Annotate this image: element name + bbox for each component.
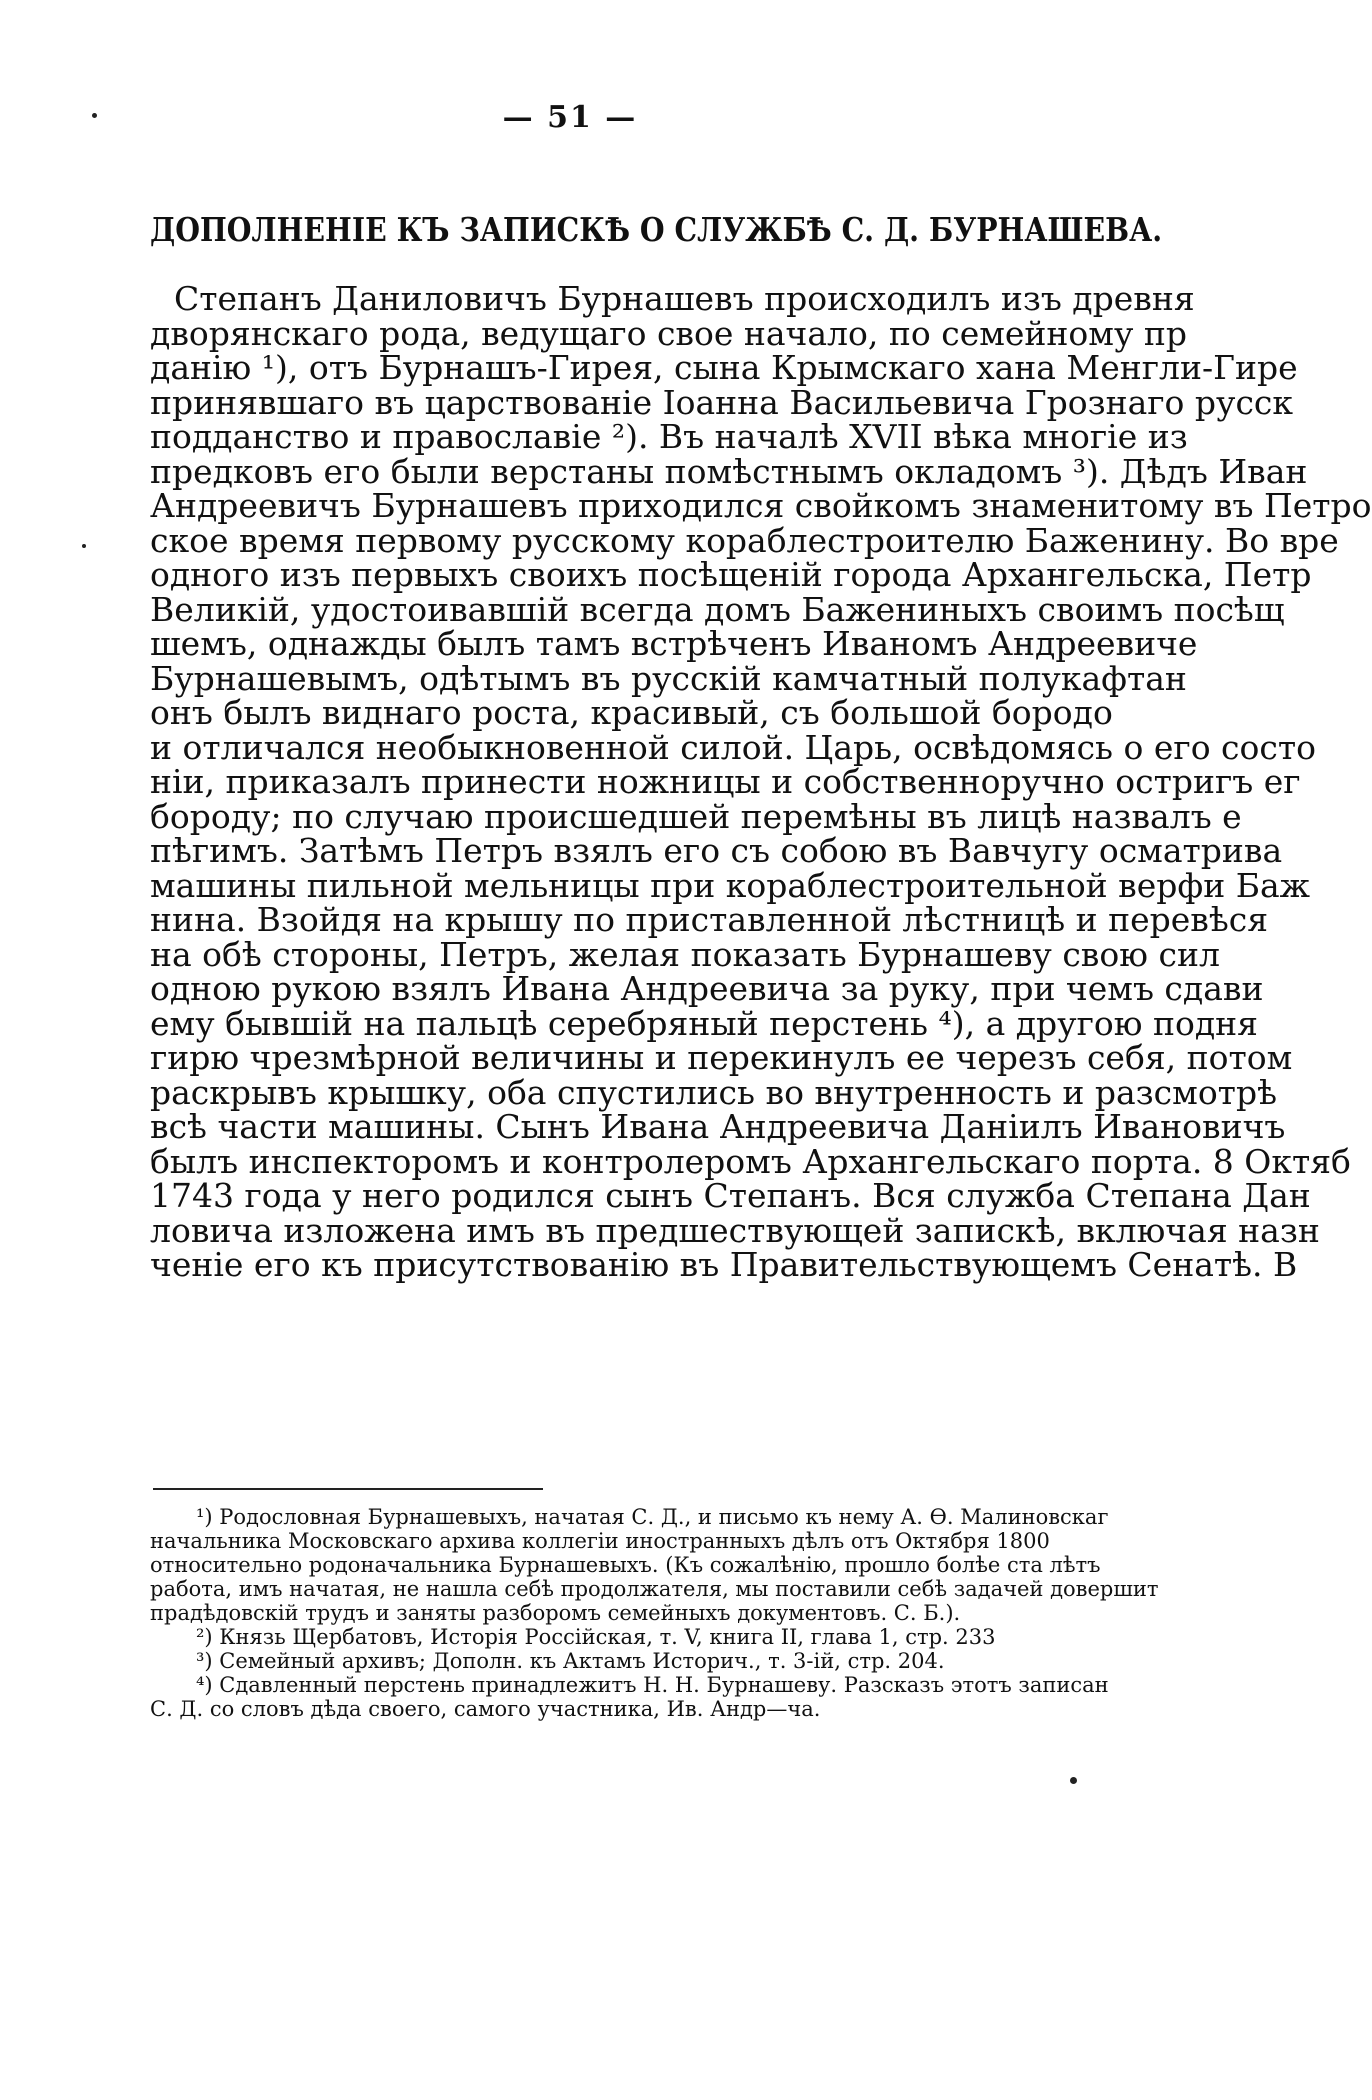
text-line: ченіе его къ присутствованію въ Правительствующемъ Сенатѣ. В — [150, 1245, 1298, 1284]
footnotes — [150, 1505, 1159, 1721]
text-line: бороду; по случаю происшедшей перемѣны въ лицѣ назвалъ е — [150, 796, 1242, 836]
page-number: — 51 — — [502, 100, 638, 135]
text-line: пѣгимъ. Затѣмъ Петръ взялъ его съ собою въ Вавчугу осматрива — [150, 831, 1283, 870]
footnote-line: ²) Князь Щербатовъ, Исторія Россійская, т. V, книга II, глава 1, стр. 233 — [196, 1625, 996, 1649]
footnote-line: ⁴) Сдавленный перстень принадлежитъ Н. Н. Бурнашеву. Разсказъ этотъ записан — [196, 1673, 1109, 1697]
text-line: Степанъ Даниловичъ Бурнашевъ происходилъ изъ древня — [174, 279, 1195, 318]
text-line: одною рукою взялъ Ивана Андреевича за руку, при чемъ сдави — [150, 969, 1264, 1008]
text-line: данію ¹), отъ Бурнашъ-Гирея, сына Крымскаго хана Менгли-Гире — [150, 348, 1298, 387]
text-line: и отличался необыкновенной силой. Царь, освѣдомясь о его состо — [150, 727, 1317, 767]
text-line: гирю чрезмѣрной величины и перекинулъ ее черезъ себя, потом — [150, 1038, 1293, 1077]
footnote-line: работа, имъ начатая, не нашла себѣ продолжателя, мы поставили себѣ задачей довершит — [150, 1577, 1159, 1601]
text-line: 1743 года у него родился сынъ Степанъ. Вся служба Степана Дан — [150, 1176, 1311, 1215]
text-line: ловича изложена имъ въ предшествующей запискѣ, включая назн — [150, 1210, 1320, 1250]
text-line: ское время первому русскому кораблестроителю Баженину. Во вре — [150, 520, 1339, 560]
text-line: Андреевичъ Бурнашевъ приходился свойкомъ знаменитому въ Петро — [150, 486, 1372, 525]
text-line: предковъ его были верстаны помѣстнымъ окладомъ ³). Дѣдъ Иван — [150, 451, 1308, 491]
footnote-divider — [153, 1488, 543, 1490]
text-line: ніи, приказалъ принести ножницы и собственноручно остригъ ег — [150, 762, 1301, 801]
footnote-line: начальника Московскаго архива коллегіи иностранныхъ дѣлъ отъ Октября 1800 — [150, 1529, 1050, 1553]
text-line: на обѣ стороны, Петръ, желая показать Бурнашеву свою сил — [150, 934, 1220, 974]
footnote-line: ¹) Родословная Бурнашевыхъ, начатая С. Д., и письмо къ нему А. Ѳ. Малиновскаг — [196, 1505, 1109, 1529]
text-line: всѣ части машины. Сынъ Ивана Андреевича Даніилъ Ивановичъ — [150, 1107, 1286, 1146]
footnote-line: прадѣдовскій трудъ и заняты разборомъ семейныхъ документовъ. С. Б.). — [150, 1601, 961, 1625]
scan-speck — [82, 544, 86, 548]
text-line: машины пильной мельницы при кораблестроительной верфи Баж — [150, 865, 1310, 905]
text-line: ему бывшій на пальцѣ серебряный перстень ⁴), а другою подня — [150, 1003, 1258, 1043]
text-line: былъ инспекторомъ и контролеромъ Архангельскаго порта. 8 Октяб — [150, 1141, 1351, 1181]
text-line: дворянскаго рода, ведущаго свое начало, по семейному пр — [150, 313, 1187, 353]
footnote-line: С. Д. со словъ дѣда своего, самого участника, Ив. Андр—ча. — [150, 1697, 821, 1721]
text-line: онъ былъ виднаго роста, красивый, съ большой бородо — [150, 693, 1113, 732]
footnote-line: ³) Семейный архивъ; Дополн. къ Актамъ Историч., т. 3-ій, стр. 204. — [196, 1649, 945, 1673]
text-line: шемъ, однажды былъ тамъ встрѣченъ Иваномъ Андреевиче — [150, 624, 1198, 663]
body-text — [150, 279, 1372, 1284]
section-heading: ДОПОЛНЕНІЕ КЪ ЗАПИСКѢ О СЛУЖБѢ С. Д. БУРНАШЕВА. — [150, 210, 1163, 249]
text-line: принявшаго въ царствованіе Іоанна Васильевича Грознаго русск — [150, 382, 1294, 422]
text-line: нина. Взойдя на крышу по приставленной лѣстницѣ и перевѣся — [150, 900, 1269, 939]
footnote-line: относительно родоначальника Бурнашевыхъ. (Къ сожалѣнію, прошло болѣе ста лѣтъ — [150, 1553, 1101, 1577]
text-line: Бурнашевымъ, одѣтымъ въ русскій камчатный полукафтан — [150, 658, 1187, 698]
text-line: раскрывъ крышку, оба спустились во внутренность и разсмотрѣ — [150, 1072, 1277, 1112]
text-line: Великій, удостоивавшій всегда домъ Бажениныхъ своимъ посѣщ — [150, 589, 1285, 629]
text-line: подданство и православіе ²). Въ началѣ XVII вѣка многіе из — [150, 417, 1188, 456]
scan-speck — [1070, 1777, 1077, 1784]
text-line: одного изъ первыхъ своихъ посѣщеній города Архангельска, Петр — [150, 555, 1312, 594]
